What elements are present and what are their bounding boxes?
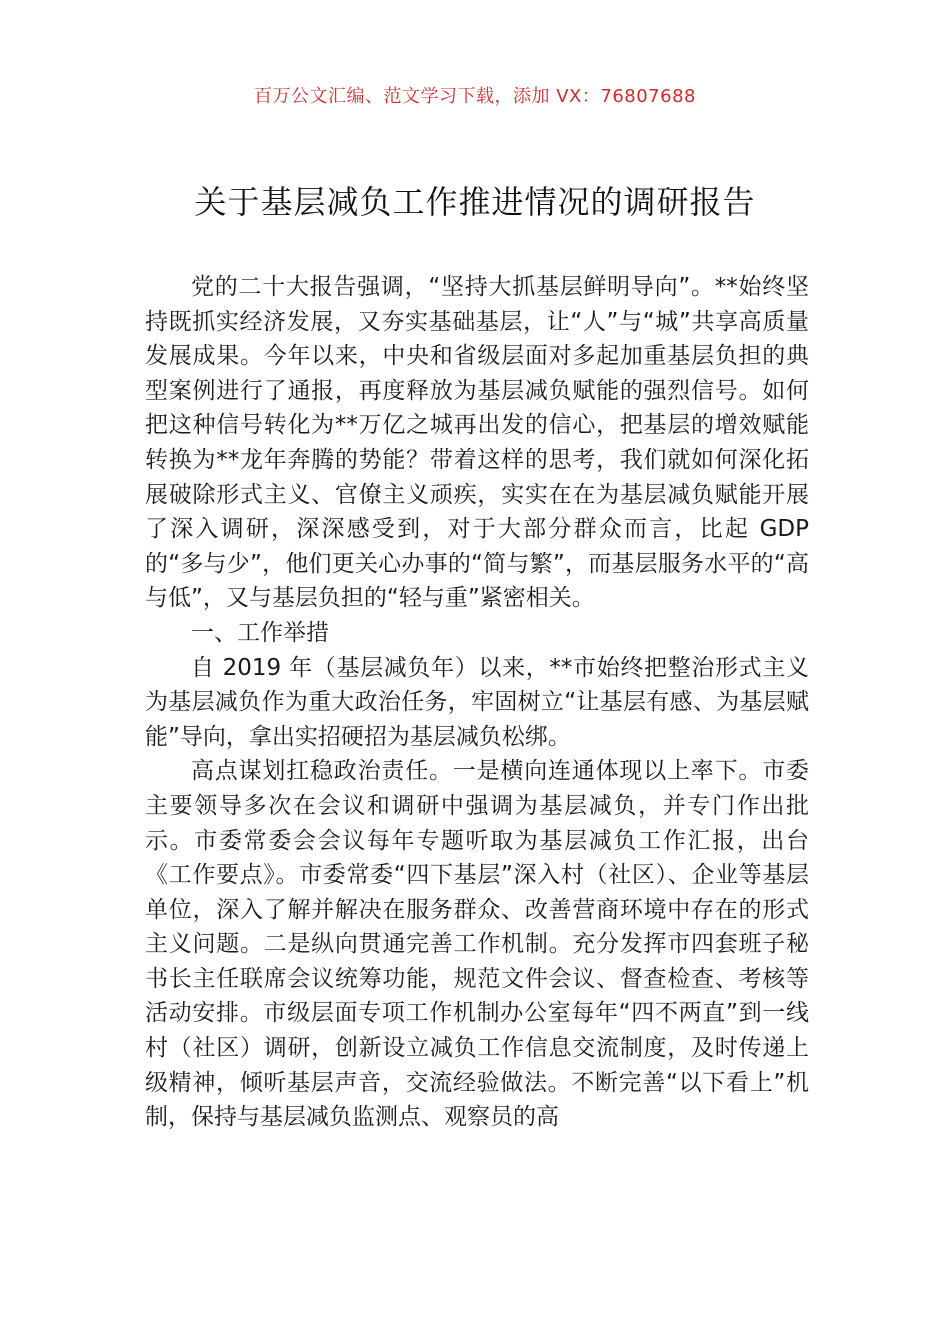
watermark-header: 百万公文汇编、范文学习下载，添加 VX：76807688 [254, 86, 696, 107]
paragraph-intro: 党的二十大报告强调，“坚持大抓基层鲜明导向”。**始终坚持既抓实经济发展，又夯实基础基层，让“人”与“城”共享高质量发展成果。今年以来，中央和省级层面对多起加重基层负担的典型案例进行了通报，再度释放为基层减负赋能的强烈信号。如何把这种信号转化为**万亿之城再出发的信心，把基层的增效赋能转换为**龙年奔腾的势能？带着这样的思考，我们就如何深化拓展破除形式主义、官僚主义顽疾，实实在在为基层减负赋能开展了深入调研，深深感受到，对于大部分群众而言，比起 GDP 的“多与少”，他们更关心办事的“简与繁”，而基层服务水平的“高与低”，又与基层负担的“轻与重”紧密相关。 [145, 274, 809, 612]
document-body [145, 270, 809, 1135]
section-heading: 一、工作举措 [191, 619, 329, 646]
paragraph-since-2019: 自 2019 年（基层减负年）以来，**市始终把整治形式主义为基层减负作为重大政治任务，牢固树立“让基层有感、为基层赋能”导向，拿出实招硬招为基层减负松绑。 [145, 654, 809, 750]
paragraph-political-responsibility: 高点谋划扛稳政治责任。一是横向连通体现以上率下。市委主要领导多次在会议和调研中强调为基层减负，并专门作出批示。市委常委会会议每年专题听取为基层减负工作汇报，出台《工作要点》。市委常委“四下基层”深入村（社区）、企业等基层单位，深入了解并解决在服务群众、改善营商环境中存在的形式主义问题。二是纵向贯通完善工作机制。充分发挥市四套班子秘书长主任联席会议统筹功能，规范文件会议、督查检查、考核等活动安排。市级层面专项工作机制办公室每年“四不两直”到一线村（社区）调研，创新设立减负工作信息交流制度，及时传递上级精神，倾听基层声音，交流经验做法。不断完善“以下看上”机制，保持与基层减负监测点、观察员的高 [145, 758, 809, 1131]
document-title: 关于基层减负工作推进情况的调研报告 [194, 183, 756, 221]
